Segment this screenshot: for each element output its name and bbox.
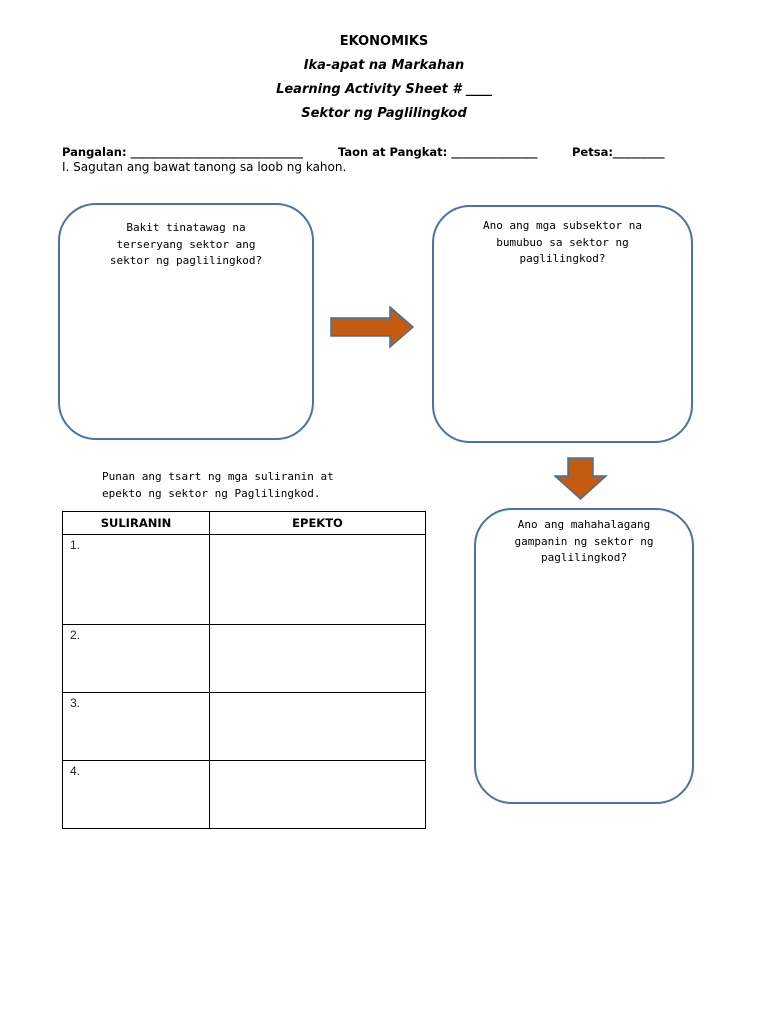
- sheet-title: Learning Activity Sheet # ____: [276, 82, 492, 97]
- quarter-title: Ika-apat na Markahan: [303, 58, 465, 73]
- table-row: [63, 625, 426, 693]
- right-arrow-icon: [330, 306, 416, 350]
- question-text: Ano ang mga subsektor na bumubuo sa sektor ng paglilingkod?: [483, 219, 642, 265]
- table-row: [63, 693, 426, 761]
- down-arrow-shape: [555, 458, 606, 499]
- topic-title: Sektor ng Paglilingkod: [301, 106, 467, 121]
- table-row: [63, 761, 426, 829]
- question-text: Bakit tinatawag na terseryang sektor ang sektor ng paglilingkod?: [109, 221, 263, 267]
- epekto-cell[interactable]: [210, 535, 426, 625]
- section-field[interactable]: Taon at Pangkat: _______________: [338, 145, 538, 159]
- down-arrow-icon: [554, 457, 608, 501]
- suliranin-cell[interactable]: 1.: [63, 535, 210, 625]
- issues-effects-table: [62, 511, 426, 829]
- question-box-roles[interactable]: [474, 508, 694, 804]
- subject-title: EKONOMIKS: [339, 34, 429, 49]
- instruction-text: I. Sagutan ang bawat tanong sa loob ng kahon.: [62, 160, 347, 174]
- question-box-subsectors[interactable]: [432, 205, 693, 443]
- epekto-cell[interactable]: [210, 625, 426, 693]
- question-box-tertiary[interactable]: [58, 203, 314, 440]
- chart-instruction: Punan ang tsart ng mga suliranin at epekto ng sektor ng Paglilingkod.: [102, 470, 334, 500]
- question-text: Ano ang mahahalagang gampanin ng sektor ng paglilingkod?: [514, 518, 654, 564]
- right-arrow-shape: [331, 307, 413, 347]
- suliranin-cell[interactable]: 2.: [63, 625, 210, 693]
- epekto-cell[interactable]: [210, 761, 426, 829]
- name-field[interactable]: Pangalan: ______________________________: [62, 145, 304, 159]
- epekto-cell[interactable]: [210, 693, 426, 761]
- header-suliranin: SULIRANIN: [63, 512, 210, 535]
- date-field[interactable]: Petsa:_________: [572, 145, 665, 159]
- table-header-row: [63, 512, 426, 535]
- header-epekto: EPEKTO: [210, 512, 426, 535]
- suliranin-cell[interactable]: 4.: [63, 761, 210, 829]
- suliranin-cell[interactable]: 3.: [63, 693, 210, 761]
- table-row: [63, 535, 426, 625]
